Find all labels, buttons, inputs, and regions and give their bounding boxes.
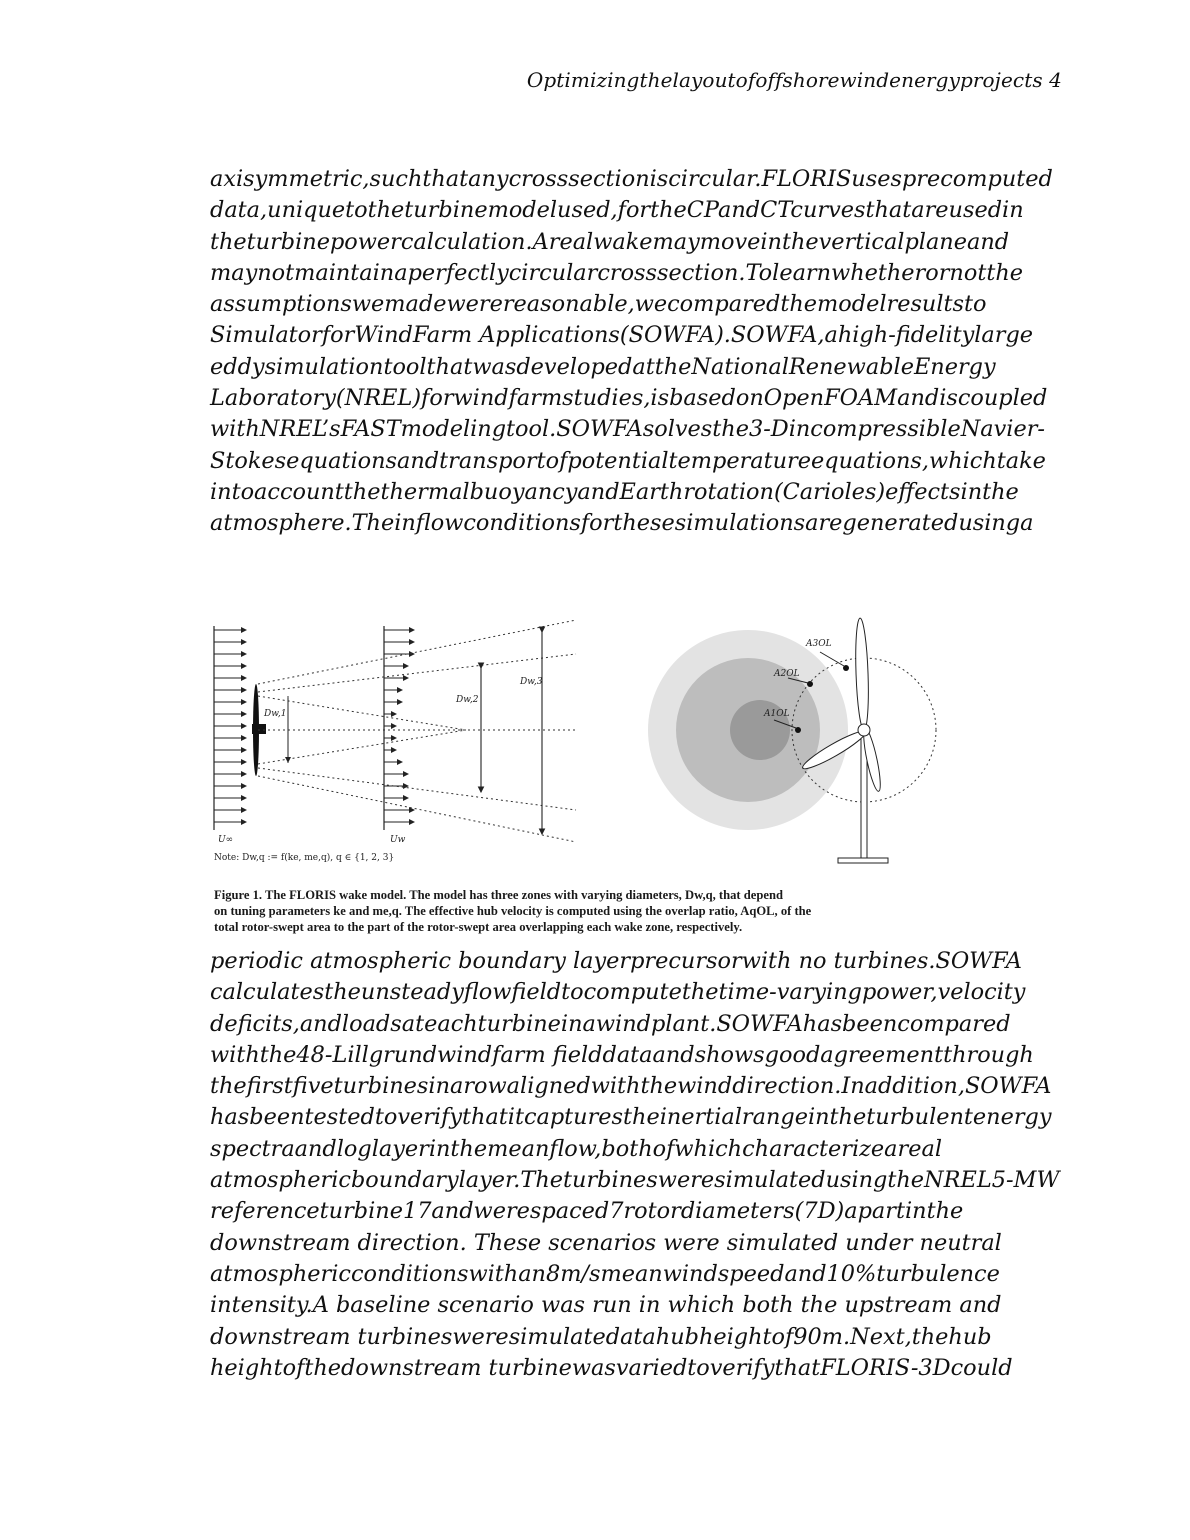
text-line: atmosphere.Theinflowconditionsforthesesimulationsaregeneratedusinga <box>210 510 1034 537</box>
text-line: atmosphericboundarylayer.TheturbinesweresimulatedusingtheNREL5-MW <box>210 1167 1060 1194</box>
figure-caption <box>214 887 954 935</box>
a3-label: A3OL <box>806 639 832 649</box>
text-line: calculatestheunsteadyflowfieldtocomputethetime-varyingpower,velocity <box>210 979 1026 1006</box>
text-line: axisymmetric,suchthatanycrosssectioniscircular.FLORISusesprecomputed <box>210 166 1053 192</box>
text-line: intoaccountthethermalbuoyancyandEarthrotation(Carioles)effectsinthe <box>210 478 1019 505</box>
caption-line: Figure 1. The FLORIS wake model. The model has three zones with varying diameters, Dw,q, that depend <box>214 888 783 902</box>
text-line: spectraandloglayerinthemeanflow,bothofwhichcharacterizeareal <box>210 1135 942 1162</box>
text-line: heightofthedownstream turbinewasvariedtoverifythatFLORIS-3Dcould <box>210 1354 1013 1381</box>
text-line: periodic atmospheric boundary layerprecursorwith no turbines.SOWFA <box>210 948 1022 974</box>
overlap-point-2 <box>807 681 813 687</box>
a1-label: A1OL <box>764 709 790 719</box>
text-line: downstream direction. These scenarios were simulated under neutral <box>210 1229 1002 1256</box>
text-line: assumptionswemadewerereasonable,wecomparedthemodelresultsto <box>210 291 987 318</box>
text-line: atmosphericconditionswithan8m/smeanwindspeedand10%turbulence <box>210 1260 1000 1287</box>
text-line: data,uniquetotheturbinemodelused,fortheCPandCTcurvesthatareusedin <box>210 197 1024 224</box>
u-w-label: Uw <box>390 835 406 845</box>
body-paragraph-2 <box>210 946 1110 1384</box>
u-inf-label: U∞ <box>218 835 234 845</box>
text-line: deficits,andloadsateachturbineinawindplant.SOWFAhasbeencompared <box>210 1010 1011 1037</box>
a3-leader <box>820 652 844 666</box>
wake-diagram <box>208 612 948 882</box>
text-line: SimulatorforWindFarm Applications(SOWFA).SOWFA,ahigh-fidelitylarge <box>210 322 1034 349</box>
dw1-label: Dw,1 <box>264 709 287 719</box>
figure-note: Note: Dw,q := f(ke, me,q), q ∈ {1, 2, 3} <box>214 853 395 863</box>
text-line: withNREL’sFASTmodelingtool.SOWFAsolvesthe3-DincompressibleNavier- <box>210 416 1045 443</box>
text-line: maynotmaintainaperfectlycircularcrosssection.Tolearnwhetherornotthe <box>210 259 1024 286</box>
text-line: theturbinepowercalculation.Arealwakemaymoveintheverticalplaneand <box>210 228 1010 255</box>
wake-zone-boundaries <box>258 620 576 842</box>
text-line: eddysimulationtoolthatwasdevelopedattheNationalRenewableEnergy <box>210 353 996 380</box>
a2-label: A2OL <box>774 669 800 679</box>
caption-line: total rotor-swept area to the part of the rotor-swept area overlapping each wake zone, respectively. <box>214 920 743 934</box>
overlap-diagram <box>648 618 936 863</box>
dw3-label: Dw,3 <box>520 677 543 687</box>
wake-profile <box>384 630 414 822</box>
caption-line: on tuning parameters ke and me,q. The effective hub velocity is computed using the overlap ratio, AqOL, of the <box>214 904 812 918</box>
text-line: downstream turbinesweresimulatedatahubheightof90m.Next,thehub <box>210 1323 992 1350</box>
text-line: Stokesequationsandtransportofpotentialtemperatureequations,whichtake <box>210 447 1046 474</box>
inflow-profile <box>214 630 246 822</box>
text-line: intensity.A baseline scenario was run in which both the upstream and <box>210 1292 1002 1319</box>
text-line: Laboratory(NREL)forwindfarmstudies,isbasedonOpenFOAMandiscoupled <box>210 385 1048 412</box>
body-paragraph-1 <box>210 164 1110 540</box>
dw2-label: Dw,2 <box>456 695 479 705</box>
text-line: withthe48-Lillgrundwindfarm fielddataandshowsgoodagreementthrough <box>210 1041 1034 1068</box>
nacelle-shape <box>252 724 266 734</box>
running-header: Optimizingthelayoutofoffshorewindenergyprojects 4 <box>526 68 1062 92</box>
text-line: referenceturbine17andwerespaced7rotordiameters(7D)apartinthe <box>210 1198 964 1225</box>
text-line: hasbeentestedtoverifythatitcapturestheinertialrangeintheturbulentenergy <box>210 1104 1052 1131</box>
text-line: thefirstfiveturbinesinarowalignedwiththewinddirection.Inaddition,SOWFA <box>210 1073 1052 1100</box>
